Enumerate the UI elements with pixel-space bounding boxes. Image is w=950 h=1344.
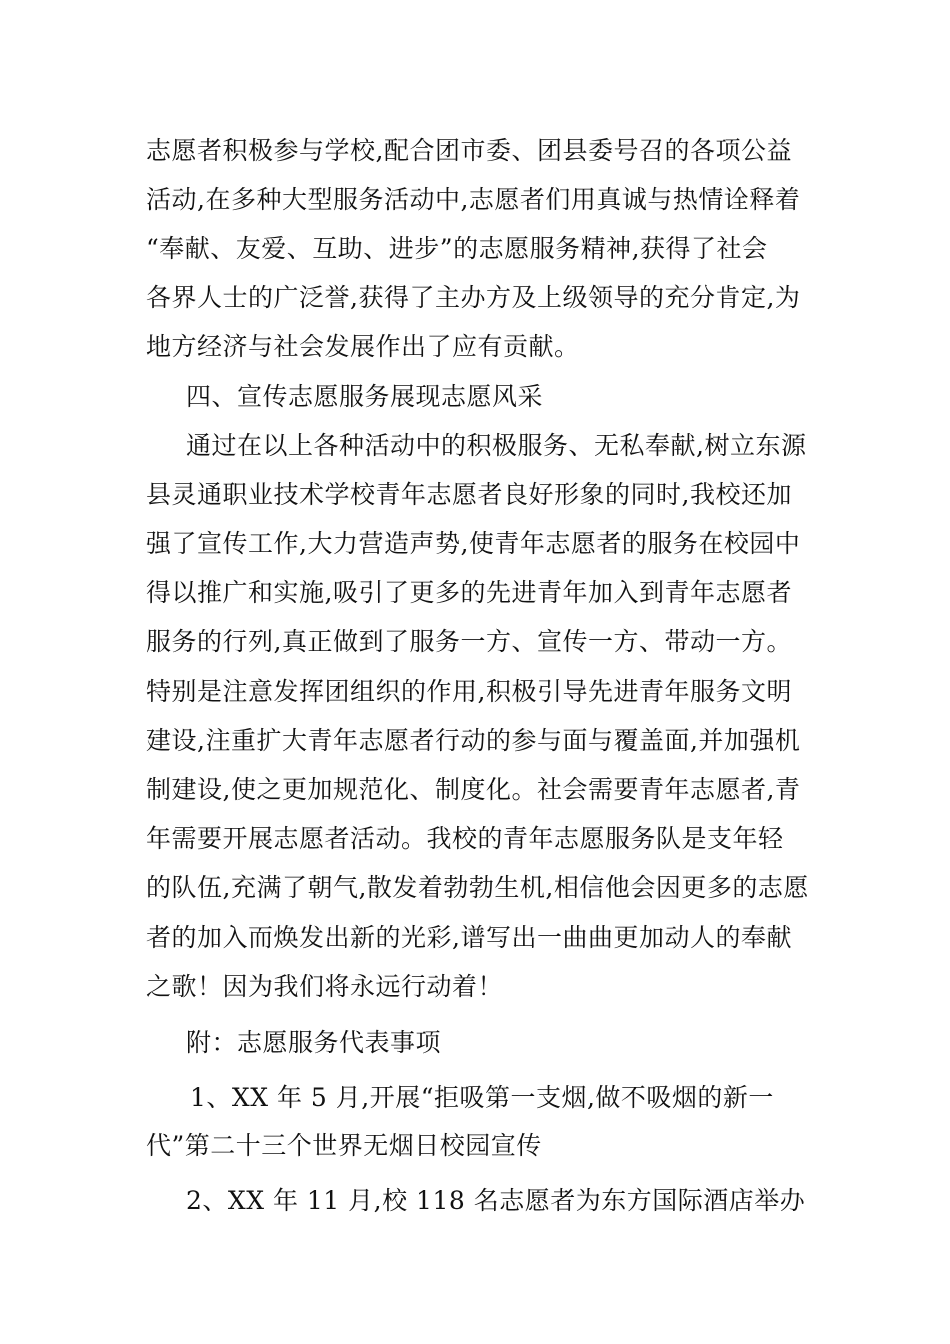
paragraph-line: 年需要开展志愿者活动。我校的青年志愿服务队是支年轻 bbox=[146, 824, 784, 853]
list-item-continuation: 代”第二十三个世界无烟日校园宣传 bbox=[146, 1131, 542, 1160]
paragraph-line: 地方经济与社会发展作出了应有贡献。 bbox=[146, 332, 580, 361]
list-item: 1、XX 年 5 月,开展“拒吸第一支烟,做不吸烟的新一 bbox=[190, 1083, 774, 1112]
paragraph-line: 通过在以上各种活动中的积极服务、无私奉献,树立东源 bbox=[186, 431, 807, 460]
paragraph-line: 者的加入而焕发出新的光彩,谱写出一曲曲更加动人的奉献 bbox=[146, 923, 792, 952]
paragraph-line: 县灵通职业技术学校青年志愿者良好形象的同时,我校还加 bbox=[146, 480, 792, 509]
list-item: 2、XX 年 11 月,校 118 名志愿者为东方国际酒店举办 bbox=[186, 1186, 806, 1215]
paragraph-line: 各界人士的广泛誉,获得了主办方及上级领导的充分肯定,为 bbox=[146, 283, 801, 312]
paragraph-line: 服务的行列,真正做到了服务一方、宣传一方、带动一方。 bbox=[146, 627, 792, 656]
paragraph-line: 特别是注意发挥团组织的作用,积极引导先进青年服务文明 bbox=[146, 677, 792, 706]
section-heading: 四、宣传志愿服务展现志愿风采 bbox=[186, 382, 544, 411]
paragraph-line: 的队伍,充满了朝气,散发着勃勃生机,相信他会因更多的志愿 bbox=[146, 873, 809, 902]
paragraph-line: “奉献、友爱、互助、进步”的志愿服务精神,获得了社会 bbox=[146, 234, 768, 263]
paragraph-line: 得以推广和实施,吸引了更多的先进青年加入到青年志愿者 bbox=[146, 578, 792, 607]
paragraph-line: 强了宣传工作,大力营造声势,使青年志愿者的服务在校园中 bbox=[146, 529, 801, 558]
paragraph-line: 志愿者积极参与学校,配合团市委、团县委号召的各项公益 bbox=[146, 136, 792, 165]
paragraph-line: 之歌！因为我们将永远行动着！ bbox=[146, 972, 504, 1001]
appendix-heading: 附：志愿服务代表事项 bbox=[186, 1028, 442, 1057]
paragraph-line: 建设,注重扩大青年志愿者行动的参与面与覆盖面,并加强机 bbox=[146, 726, 801, 755]
paragraph-line: 制建设,使之更加规范化、制度化。社会需要青年志愿者,青 bbox=[146, 775, 801, 804]
paragraph-line: 活动,在多种大型服务活动中,志愿者们用真诚与热情诠释着 bbox=[146, 185, 801, 214]
